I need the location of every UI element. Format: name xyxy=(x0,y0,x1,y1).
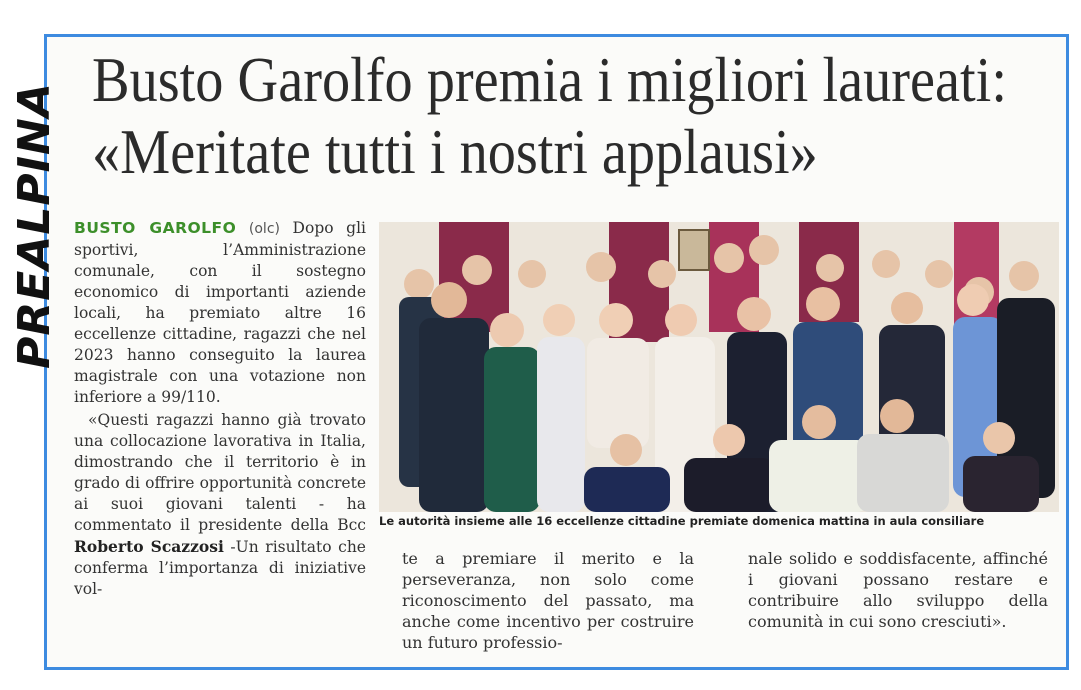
photo-caption: Le autorità insieme alle 16 eccellenze cittadine premiate domenica mattina in aula consiliare xyxy=(379,514,985,528)
paragraph-2-start: «Questi ragazzi hanno già trovato una collocazione lavorativa in Italia, dimostrando che il territorio è in grado di offrire opportunità concrete ai suoi giovani talenti - ha commentato il presidente della Bcc xyxy=(74,411,366,534)
column-2-text: te a premiare il merito e la perseveranza, non solo come riconoscimento del passato, ma anche come incentivo per costruire un futuro professio- xyxy=(402,549,694,652)
column-3-text: nale solido e soddisfacente, affinché i giovani possano restare e contribuire allo sviluppo della comunità in cui sono cresciuti». xyxy=(748,549,1048,631)
byline: (olc) xyxy=(248,221,280,237)
headline-line-2: «Meritate tutti i nostri applausi» xyxy=(92,116,818,187)
paragraph-1-text: Dopo gli sportivi, l’Amministrazione comunale, con il sostegno economico di importanti aziende locali, ha premiato altre 16 eccellenze cittadine, ragazzi che nel 2023 hanno conseguito la laurea magistrale con una votazione non inferiore a 99/110. xyxy=(74,219,366,406)
article-column-1 xyxy=(74,218,366,600)
paragraph-2-end: -Un risultato che conferma l’importanza di iniziative vol- xyxy=(74,538,366,598)
paragraph-2 xyxy=(74,410,366,600)
headline xyxy=(92,44,1007,188)
paragraph-1 xyxy=(74,218,366,408)
newspaper-logo: PREALPINA xyxy=(8,81,60,369)
article-column-3 xyxy=(748,548,1048,632)
dateline-kicker: BUSTO GAROLFO xyxy=(74,219,237,237)
person-name: Roberto Scazzosi xyxy=(74,537,224,556)
headline-line-1: Busto Garolfo premia i migliori laureati: xyxy=(92,44,1007,115)
article-column-2 xyxy=(402,548,694,653)
group-photo xyxy=(379,222,1059,512)
